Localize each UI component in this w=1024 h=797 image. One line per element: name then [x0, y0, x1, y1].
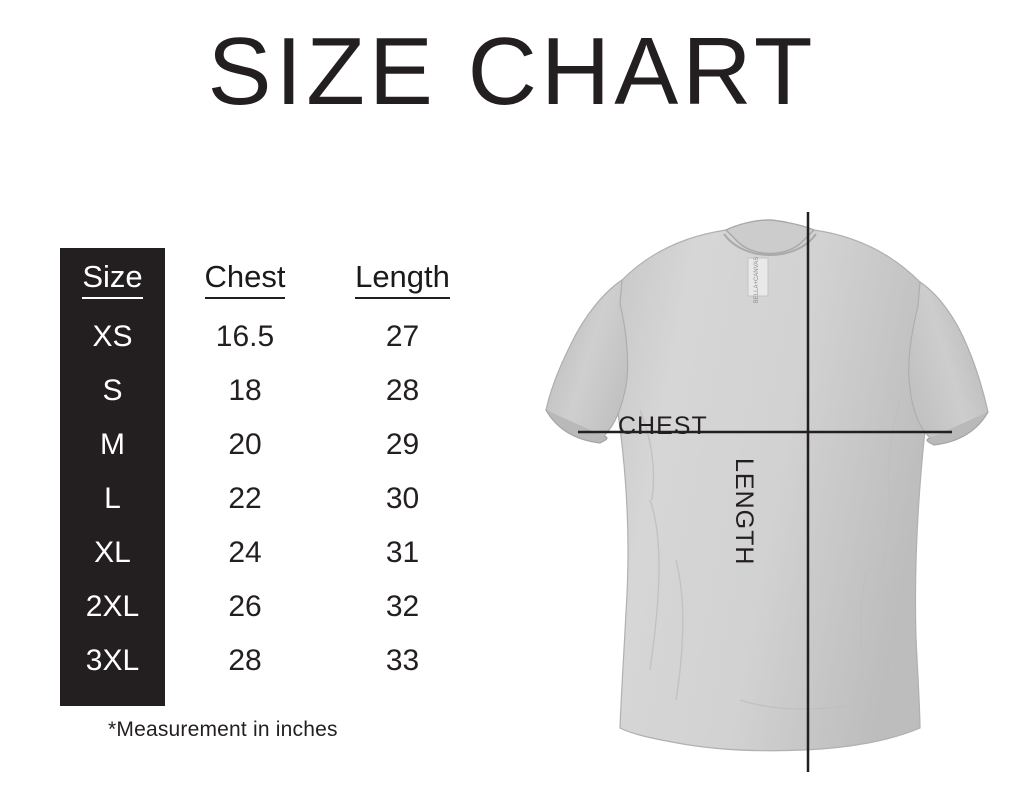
table-row [60, 634, 480, 688]
column-header-size-label: Size [82, 259, 142, 299]
table-row [60, 526, 480, 580]
tshirt-right-sleeve [909, 282, 988, 438]
chest-label: CHEST [618, 412, 708, 440]
cell-chest: 28 [228, 644, 262, 677]
table-row [60, 418, 480, 472]
svg-text:BELLA+CANVAS: BELLA+CANVAS [754, 256, 760, 304]
cell-chest: 26 [228, 590, 262, 623]
cell-length: 33 [385, 644, 420, 677]
cell-length: 32 [385, 590, 420, 623]
cell-length: 27 [385, 320, 420, 353]
column-header-chest-label: Chest [205, 259, 286, 299]
brand-tag [748, 257, 768, 303]
cell-length: 30 [385, 482, 420, 515]
cell-chest: 24 [228, 536, 262, 569]
page-title: SIZE CHART [207, 18, 817, 125]
cell-size: L [104, 482, 121, 515]
cell-length: 29 [385, 428, 420, 461]
cell-chest: 18 [228, 374, 262, 407]
table-header-row [60, 248, 480, 310]
tshirt-body [608, 230, 940, 751]
cell-chest: 16.5 [215, 320, 275, 353]
cell-chest: 20 [228, 428, 262, 461]
length-label: LENGTH [730, 458, 758, 566]
table-row [60, 310, 480, 364]
cell-size: 2XL [85, 590, 140, 623]
cell-length: 31 [385, 536, 420, 569]
size-chart-table-container [60, 248, 480, 741]
column-header-chest [165, 248, 325, 310]
cell-size: S [102, 374, 123, 407]
tshirt-illustration [500, 200, 1000, 780]
cell-size: XS [92, 320, 133, 353]
tshirt-left-sleeve [546, 280, 628, 436]
cell-size: 3XL [85, 644, 140, 677]
table-row [60, 364, 480, 418]
table-row [60, 472, 480, 526]
cell-length: 28 [385, 374, 420, 407]
measurement-note: *Measurement in inches [108, 718, 338, 741]
column-header-length-label: Length [355, 259, 450, 299]
column-header-size [60, 248, 165, 310]
size-chart-table [60, 248, 480, 688]
column-header-length [325, 248, 480, 310]
cell-size: M [100, 428, 125, 461]
table-row [60, 580, 480, 634]
cell-size: XL [94, 536, 131, 569]
cell-chest: 22 [228, 482, 262, 515]
